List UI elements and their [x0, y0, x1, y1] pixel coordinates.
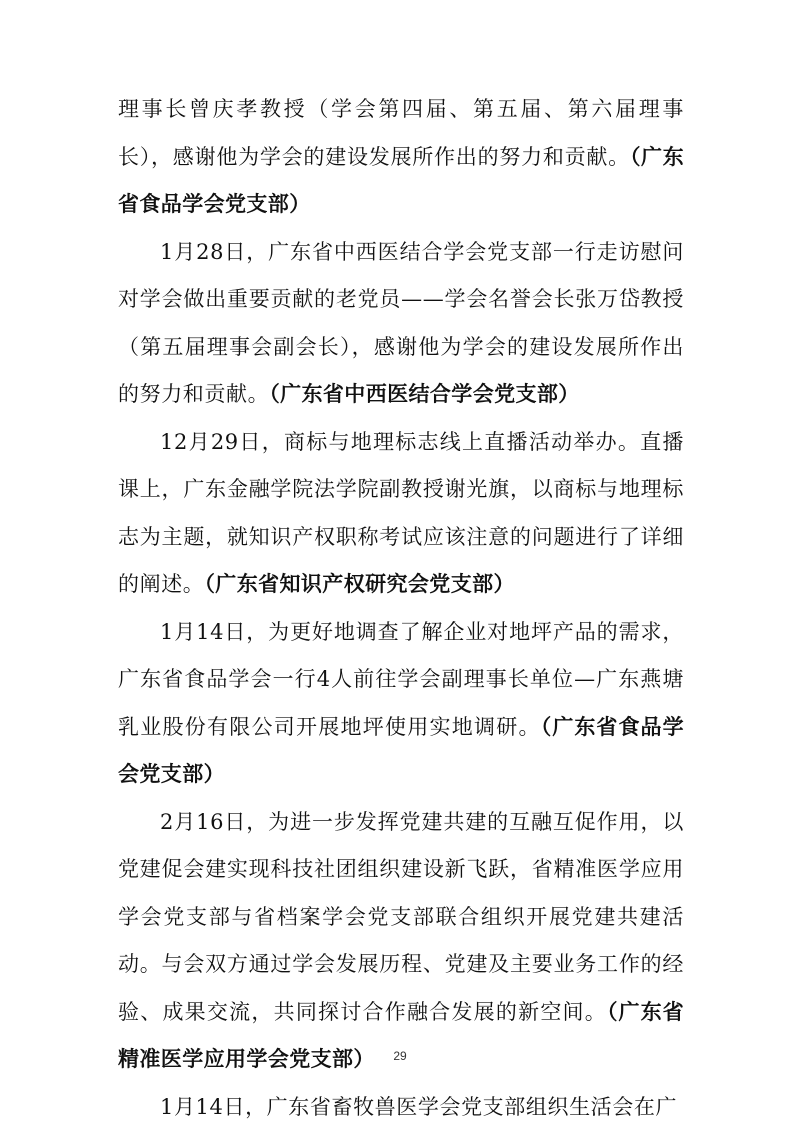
paragraph-text: 2月16日，为进一步发挥党建共建的互融互促作用，以党建促会建实现科技社团组织建设新飞跃，省精准医学应用学会党支部与省档案学会党支部联合组织开展党建共建活动。与会双方通过学会发展历程、党建及主要业务工作的经验、成果交流，共同探讨合作融合发展的新空间。	[118, 809, 684, 1024]
paragraph-source: （广东省知识产权研究会党支部）	[204, 572, 515, 596]
paragraph-text: 1月14日，为更好地调查了解企业对地坪产品的需求，广东省食品学会一行4人前往学会副理事长单位—广东燕塘乳业股份有限公司开展地坪使用实地调研。	[118, 619, 684, 739]
paragraph	[118, 419, 684, 609]
paragraph-text: 理事长曾庆孝教授（学会第四届、第五届、第六届理事长），感谢他为学会的建设发展所作出的努力和贡献。	[118, 97, 684, 169]
paragraph-truncated	[118, 1084, 684, 1131]
paragraph-source: （广东省食品学会党支部）	[118, 714, 684, 786]
paragraph-source: （广东省食品学会党支部）	[118, 144, 684, 216]
paragraph-text: 12月29日，商标与地理标志线上直播活动举办。直播课上，广东金融学院法学院副教授谢光旗，以商标与地理标志为主题，就知识产权职称考试应该注意的问题进行了详细的阐述。	[118, 429, 684, 596]
page-number: 29	[393, 1049, 407, 1063]
paragraph-text: 1月28日，广东省中西医结合学会党支部一行走访慰问对学会做出重要贡献的老党员——学会名誉会长张万岱教授（第五届理事会副会长），感谢他为学会的建设发展所作出的努力和贡献。	[118, 239, 684, 406]
paragraph-text: 1月14日，广东省畜牧兽医学会党支部组织生活会在广	[160, 1094, 678, 1119]
paragraph	[118, 799, 684, 1084]
paragraph-continuation	[118, 86, 684, 229]
paragraph	[118, 229, 684, 419]
paragraph-source: （广东省中西医结合学会党支部）	[269, 382, 580, 406]
paragraph	[118, 609, 684, 799]
paragraph-source: （广东省精准医学应用学会党支部）	[118, 999, 684, 1071]
